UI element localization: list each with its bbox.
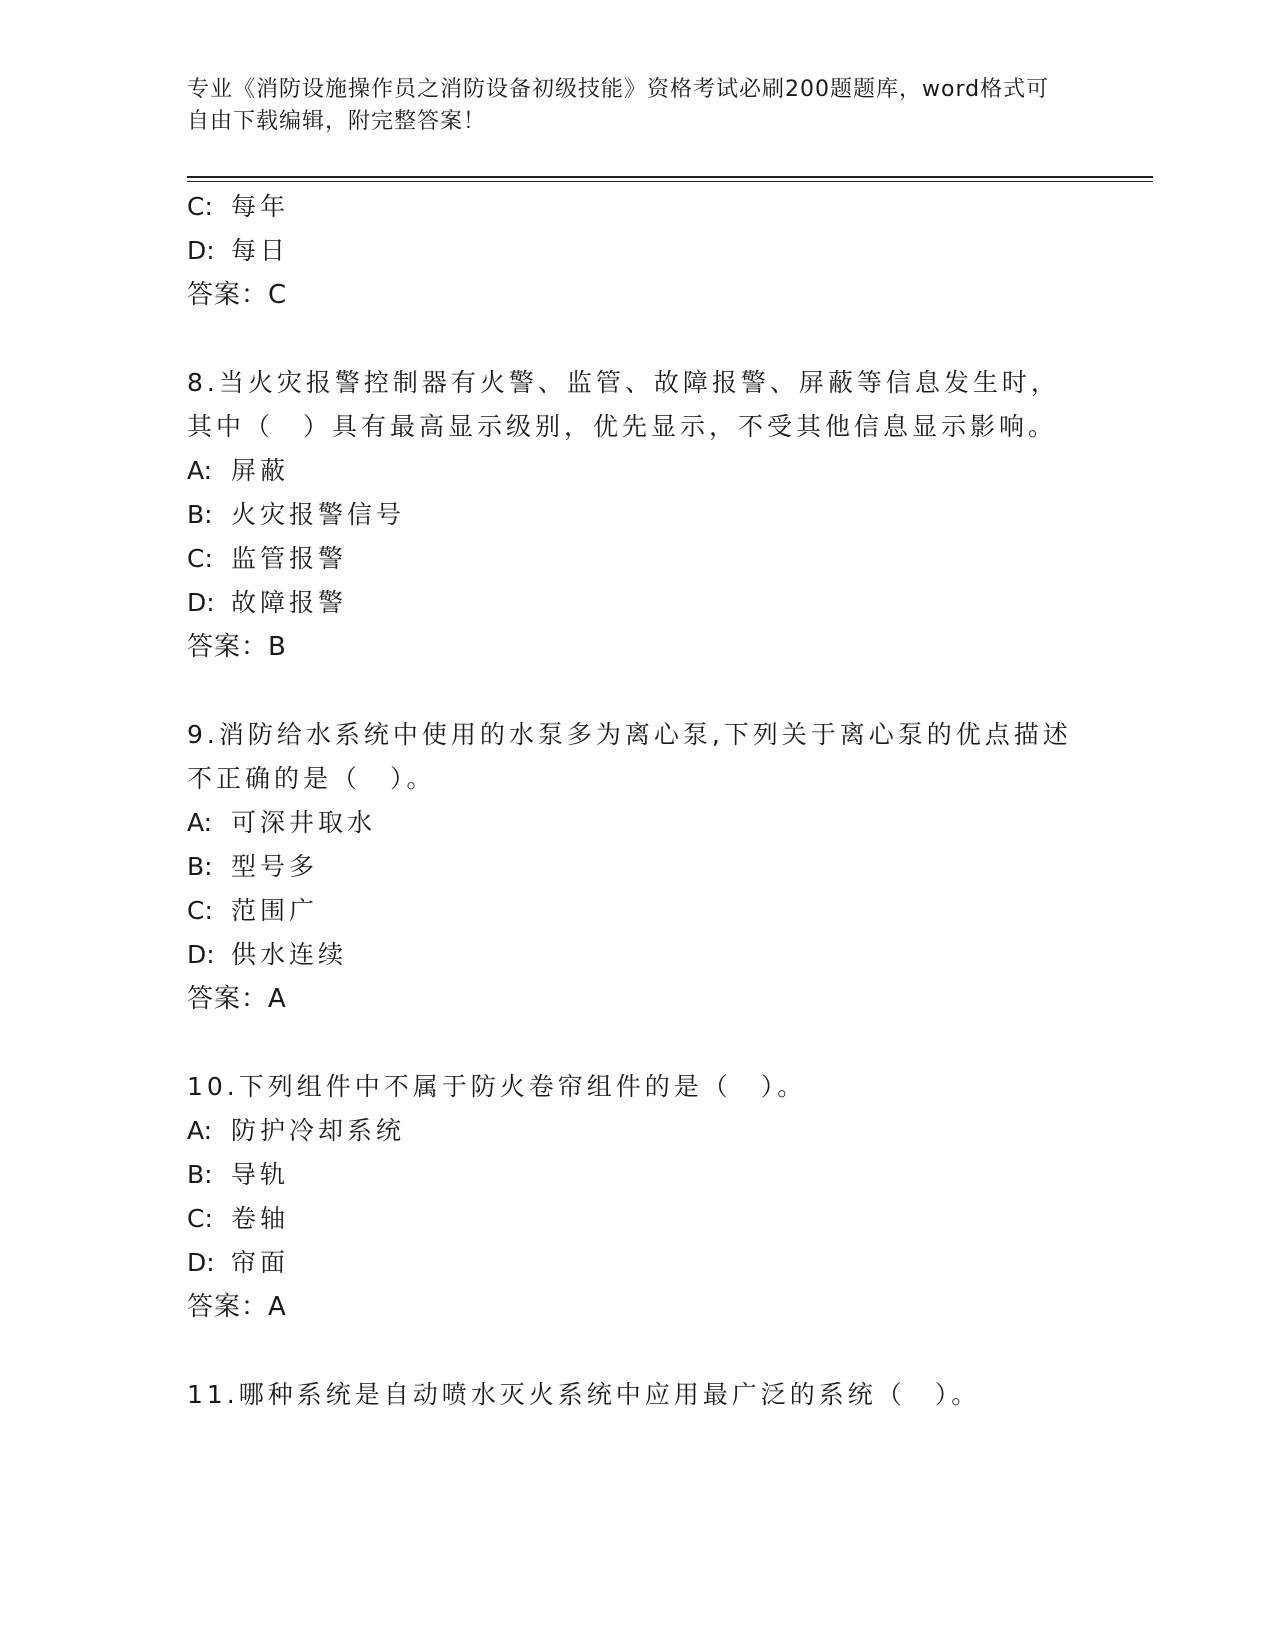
option-a: A: 可深井取水	[187, 808, 377, 837]
option-c: C: 监管报警	[187, 544, 348, 573]
question-text: 10.下列组件中不属于防火卷帘组件的是（ ）。	[187, 1072, 807, 1101]
answer: 答案：B	[187, 632, 287, 662]
header-rule	[187, 176, 1153, 178]
option-b: B: 火灾报警信号	[187, 500, 406, 529]
option-b: B: 型号多	[187, 852, 319, 881]
header-rule-thin	[187, 181, 1153, 182]
option-d: D: 帘面	[187, 1248, 290, 1277]
question-text: 11.哪种系统是自动喷水灭火系统中应用最广泛的系统（ ）。	[187, 1380, 981, 1409]
option-a: A: 防护冷却系统	[187, 1116, 406, 1145]
option-c: C: 范围广	[187, 896, 319, 925]
option-a: A: 屏蔽	[187, 456, 290, 485]
answer: 答案：A	[187, 984, 287, 1014]
option-c: C: 卷轴	[187, 1204, 290, 1233]
page-header: 专业《消防设施操作员之消防设备初级技能》资格考试必刷200题题库，word格式可自由下载编辑，附完整答案！	[187, 77, 1050, 134]
option-d: D: 每日	[187, 236, 290, 265]
option-c: C: 每年	[187, 192, 290, 221]
question-text: 9.消防给水系统中使用的水泵多为离心泵,下列关于离心泵的优点描述	[187, 720, 1072, 749]
option-b: B: 导轨	[187, 1160, 290, 1189]
option-d: D: 故障报警	[187, 588, 348, 617]
answer: 答案：A	[187, 1292, 287, 1322]
question-text: 其中（ ）具有最高显示级别，优先显示，不受其他信息显示影响。	[187, 412, 1058, 441]
question-text: 不正确的是（ ）。	[187, 764, 436, 793]
question-text: 8.当火灾报警控制器有火警、监管、故障报警、屏蔽等信息发生时，	[187, 368, 1060, 397]
option-d: D: 供水连续	[187, 940, 348, 969]
answer: 答案：C	[187, 280, 288, 310]
